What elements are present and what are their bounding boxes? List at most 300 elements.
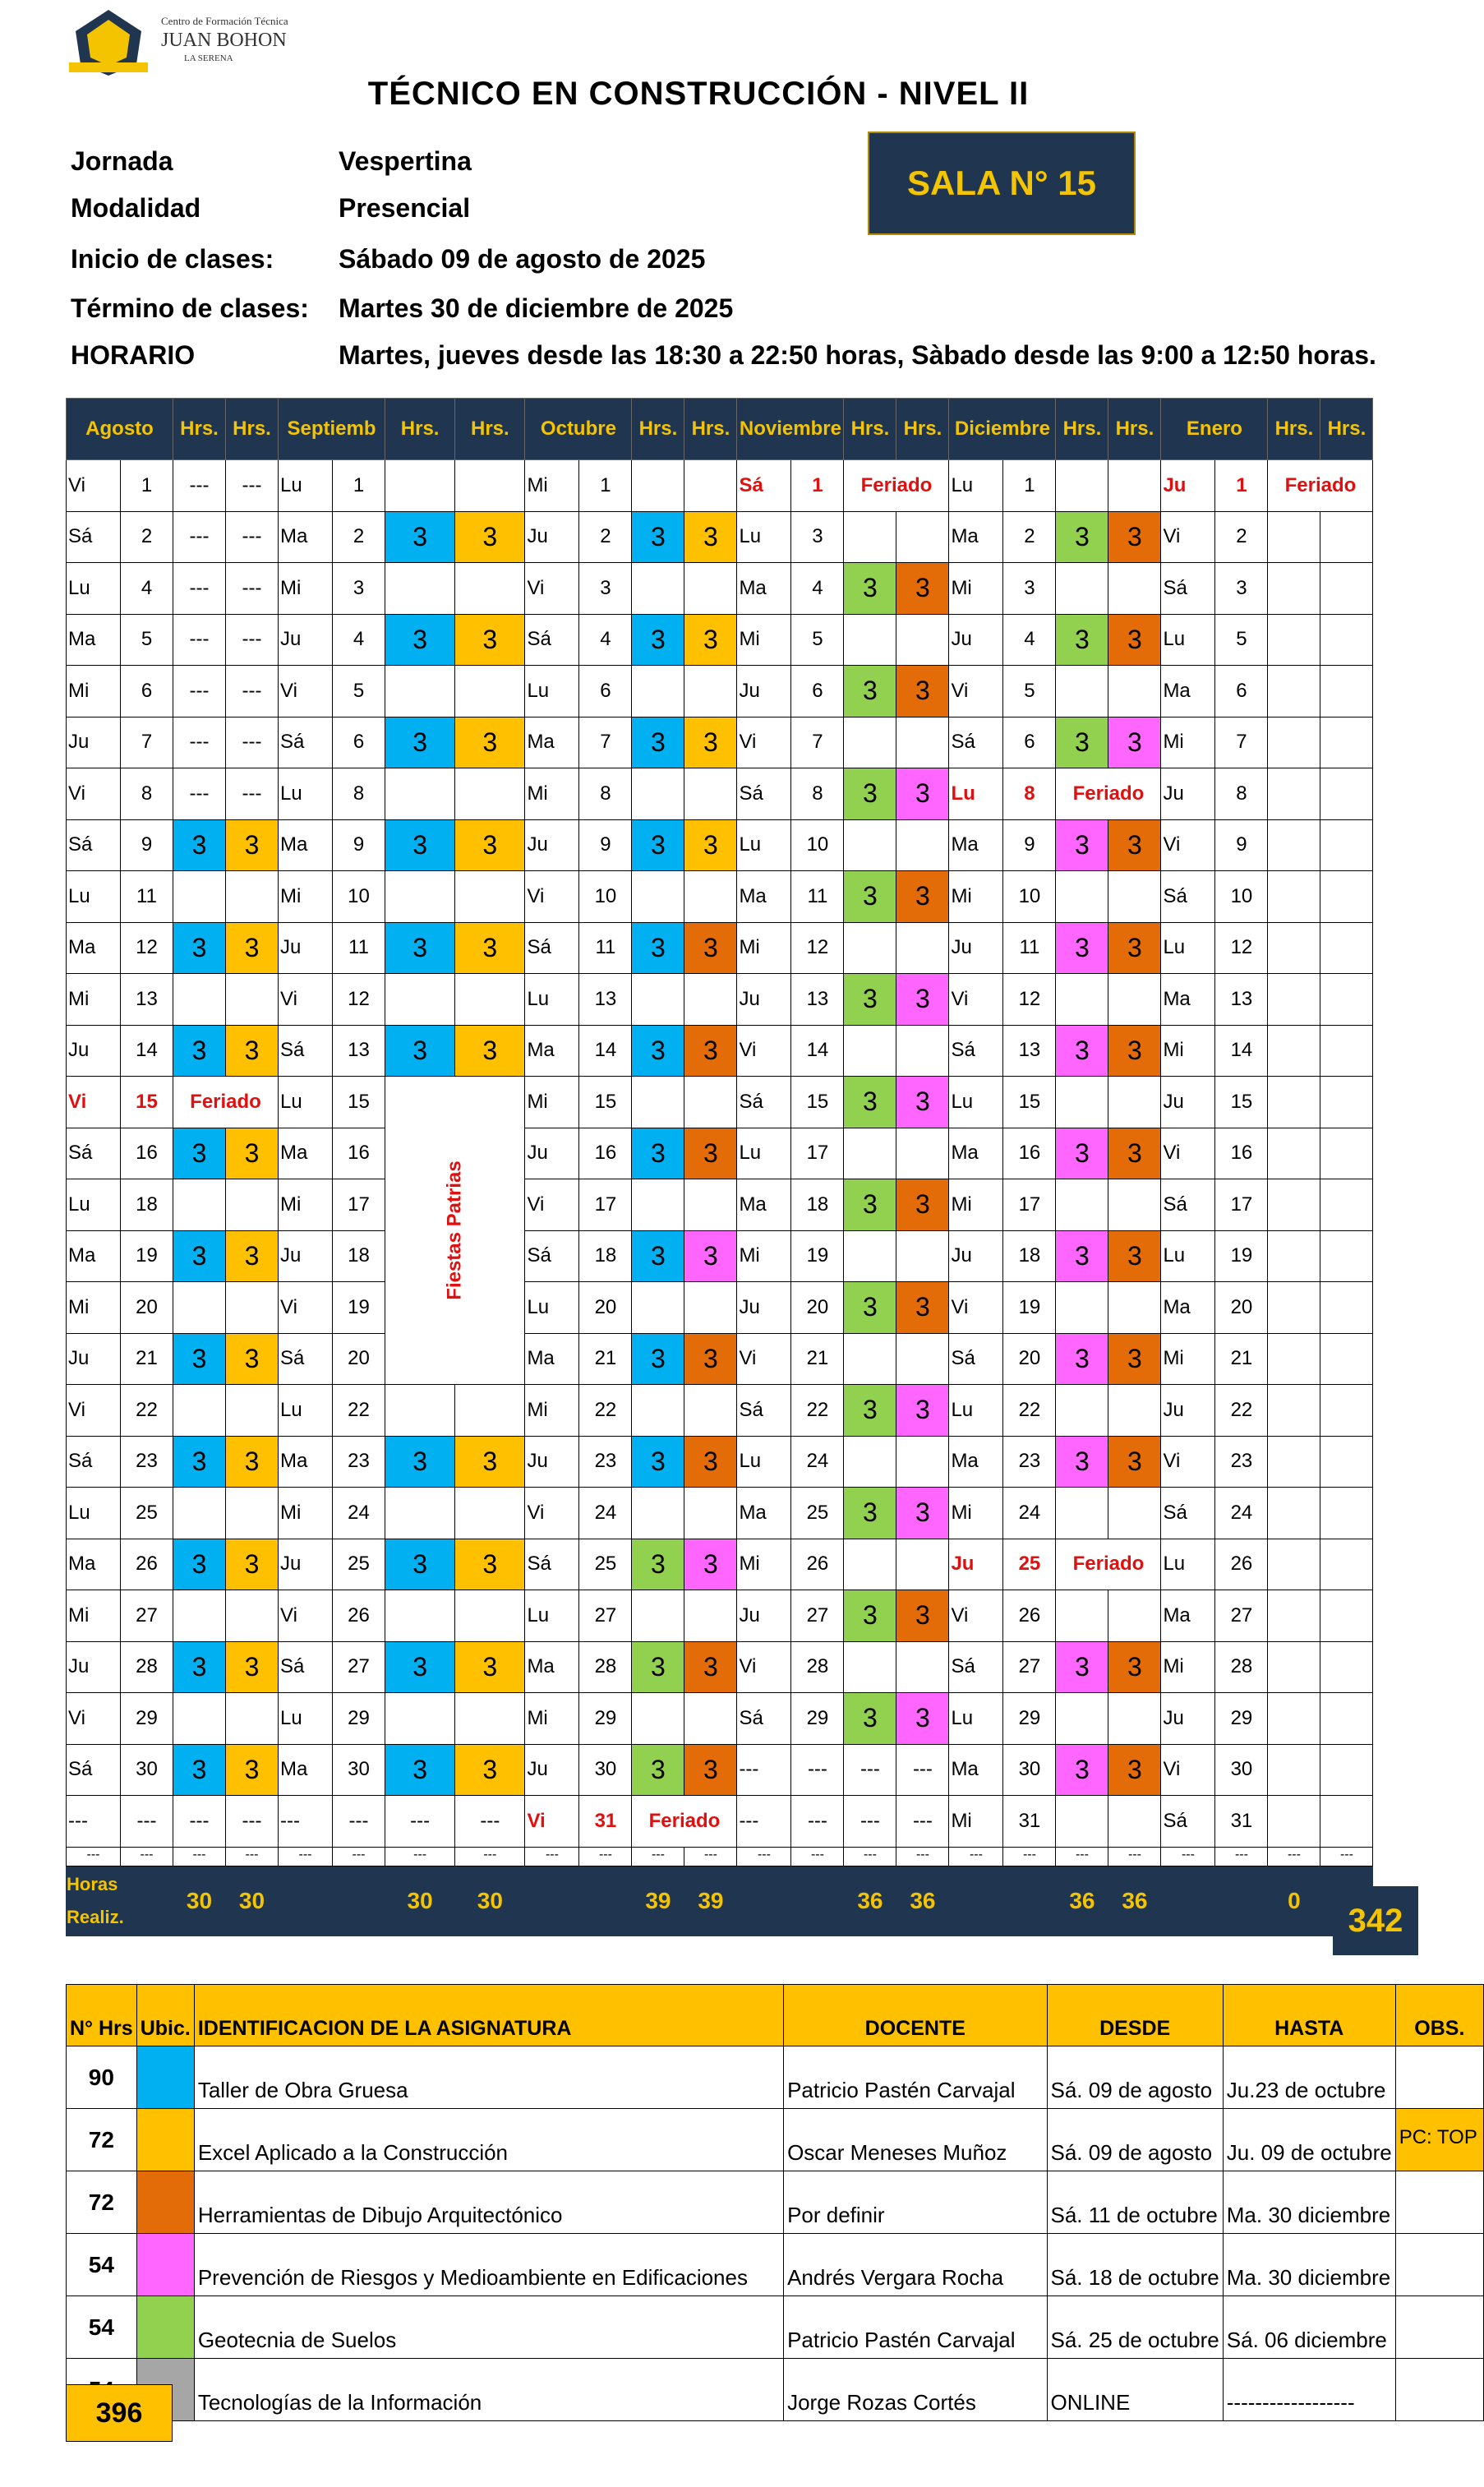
weekday-cell: Vi [1161,511,1215,563]
hours-cell [684,1179,737,1231]
hours-cell [844,819,896,871]
hours-cell: 3 [844,666,896,717]
calendar-row [67,511,1373,563]
calendar-row [67,1539,1373,1590]
hours-cell [1268,1641,1320,1693]
hours-cell: 3 [1108,1744,1161,1796]
day-number-cell: 11 [791,871,844,923]
subject-teacher: Por definir [784,2171,1047,2234]
day-number-cell: 11 [1003,922,1056,974]
day-number-cell: 7 [579,717,632,768]
weekday-cell: Ma [67,922,121,974]
day-number-cell: 20 [1003,1333,1056,1385]
hours-cell [1320,1179,1373,1231]
hours-cell: 3 [844,1385,896,1437]
day-number-cell: 8 [1003,768,1056,820]
weekday-cell: Vi [279,666,333,717]
day-number-cell: 22 [579,1385,632,1437]
hours-cell [385,1488,455,1539]
weekday-cell: Mi [525,768,579,820]
weekday-cell: Mi [949,871,1003,923]
hours-cell: 3 [896,1077,949,1128]
hours-cell: 3 [632,1744,684,1796]
weekday-cell: Ma [525,1333,579,1385]
filler-cell: --- [67,1847,121,1866]
hours-cell [1108,1488,1161,1539]
hours-cell: --- [385,1796,455,1848]
hours-total-cell: 30 [385,1866,455,1936]
subject-to: Ju.23 de octubre [1223,2046,1395,2109]
hours-cell [896,819,949,871]
day-number-cell: 2 [1215,511,1268,563]
hours-cell: 3 [684,614,737,666]
calendar-row [67,1385,1373,1437]
hours-cell: 3 [632,1025,684,1077]
hours-cell [1268,1796,1320,1848]
hours-cell: 3 [1108,1025,1161,1077]
hours-cell: --- [173,717,226,768]
termino-value: Martes 30 de diciembre de 2025 [339,293,734,323]
hours-cell [1108,460,1161,512]
hours-cell: 3 [896,1282,949,1334]
day-number-cell: 1 [791,460,844,512]
hours-cell [1320,614,1373,666]
weekday-cell: Ma [1161,1282,1215,1334]
day-number-cell: 3 [1003,563,1056,615]
subject-teacher: Oscar Meneses Muñoz [784,2109,1047,2171]
weekday-cell: Mi [525,1385,579,1437]
footer-spacer [279,1866,385,1936]
hours-cell: 3 [844,974,896,1026]
hours-cell: 3 [455,511,525,563]
day-number-cell: 14 [579,1025,632,1077]
day-number-cell: --- [121,1796,173,1848]
hours-cell [1108,1693,1161,1745]
weekday-cell: Ju [949,614,1003,666]
calendar-row [67,717,1373,768]
weekday-cell: Mi [949,1488,1003,1539]
termino-label: Término de clases: [71,293,309,323]
hours-cell: --- [173,1796,226,1848]
weekday-cell: Ju [525,819,579,871]
hours-cell: 3 [632,1641,684,1693]
weekday-cell: Mi [279,871,333,923]
weekday-cell: Ju [67,1333,121,1385]
hours-cell [1320,1590,1373,1642]
day-number-cell: 16 [1003,1128,1056,1179]
subjects-header-cell: HASTA [1223,1985,1395,2046]
hours-cell: 3 [632,614,684,666]
subject-color-swatch [136,2296,194,2359]
calendar-row [67,1025,1373,1077]
hours-total-cell: 39 [684,1866,737,1936]
jornada-value: Vespertina [339,146,472,176]
hours-cell: 3 [1108,511,1161,563]
weekday-cell: Ju [1161,460,1215,512]
day-number-cell: 2 [121,511,173,563]
hours-cell: 3 [455,1744,525,1796]
filler-cell: --- [1320,1847,1373,1866]
subject-name: Tecnologías de la Información [194,2359,783,2421]
subject-hours: 54 [67,2234,137,2296]
hours-cell: 3 [896,1179,949,1231]
filler-cell: --- [791,1847,844,1866]
day-number-cell: 28 [579,1641,632,1693]
weekday-cell: Sá [1161,563,1215,615]
day-number-cell: 12 [1003,974,1056,1026]
weekday-cell: Ju [1161,1077,1215,1128]
hours-cell [1268,666,1320,717]
weekday-cell: Ju [949,922,1003,974]
weekday-cell: Lu [737,819,791,871]
subject-teacher: Jorge Rozas Cortés [784,2359,1047,2421]
weekday-cell: Vi [949,974,1003,1026]
hours-cell [1056,1488,1108,1539]
hours-cell [896,1436,949,1488]
sala-badge: SALA N° 15 [868,132,1136,235]
hours-cell: 3 [896,871,949,923]
day-number-cell: 30 [333,1744,385,1796]
hours-cell: 3 [226,922,279,974]
weekday-cell: Mi [949,1796,1003,1848]
calendar-row [67,614,1373,666]
hours-cell [896,1025,949,1077]
weekday-cell: Mi [737,922,791,974]
filler-cell: --- [525,1847,579,1866]
weekday-cell: Sá [67,819,121,871]
hours-cell: 3 [684,717,737,768]
weekday-cell: Ma [737,1488,791,1539]
subject-color-swatch [136,2109,194,2171]
day-number-cell: 2 [1003,511,1056,563]
hours-cell: 3 [684,819,737,871]
weekday-cell: Ma [279,1128,333,1179]
hours-cell [1268,922,1320,974]
weekday-cell: Sá [949,1025,1003,1077]
weekday-cell: Sá [279,1641,333,1693]
hours-cell: --- [896,1796,949,1848]
hours-cell [1108,1385,1161,1437]
hours-cell: 3 [844,768,896,820]
day-number-cell: 15 [1003,1077,1056,1128]
subject-obs [1395,2171,1483,2234]
hours-cell [1108,1282,1161,1334]
day-number-cell: 27 [121,1590,173,1642]
hours-cell: 3 [173,1128,226,1179]
day-number-cell: 9 [1215,819,1268,871]
hours-cell [455,1693,525,1745]
hours-cell [632,1693,684,1745]
day-number-cell: 15 [579,1077,632,1128]
hours-cell [1268,1077,1320,1128]
hours-cell [632,1282,684,1334]
weekday-cell: Ma [279,819,333,871]
subject-hours: 90 [67,2046,137,2109]
day-number-cell: 10 [791,819,844,871]
month-header: Agosto [67,399,173,460]
weekday-cell: Mi [737,1230,791,1282]
holiday-cell: Feriado [632,1796,737,1848]
weekday-cell: Sá [525,1539,579,1590]
day-number-cell: 12 [791,922,844,974]
day-number-cell: 12 [333,974,385,1026]
weekday-cell: Lu [525,1282,579,1334]
hours-cell: 3 [632,819,684,871]
day-number-cell: 23 [579,1436,632,1488]
day-number-cell: 15 [1215,1077,1268,1128]
hours-label: Horas [67,1873,118,1894]
day-number-cell: 18 [791,1179,844,1231]
hours-cell: 3 [896,1385,949,1437]
weekday-cell: Ma [949,511,1003,563]
day-number-cell: 31 [579,1796,632,1848]
logo-line1: Centro de Formación Técnica [161,15,288,27]
hours-cell: 3 [455,1436,525,1488]
hours-cell [455,871,525,923]
day-number-cell: 24 [791,1436,844,1488]
hours-cell: 3 [844,1179,896,1231]
hours-cell [632,1077,684,1128]
hours-cell [226,1385,279,1437]
hours-cell [226,974,279,1026]
hours-cell [226,1488,279,1539]
hours-cell [1268,1128,1320,1179]
weekday-cell: Lu [279,1693,333,1745]
hours-cell [1320,1641,1373,1693]
hours-cell: 3 [173,922,226,974]
hours-cell: 3 [684,1025,737,1077]
weekday-cell: Ju [525,511,579,563]
subject-to: Ma. 30 diciembre [1223,2234,1395,2296]
day-number-cell: 16 [579,1128,632,1179]
day-number-cell: 26 [791,1539,844,1590]
weekday-cell: Mi [67,1590,121,1642]
calendar-row [67,666,1373,717]
weekday-cell: Vi [279,974,333,1026]
weekday-cell: Sá [279,717,333,768]
hours-cell: 3 [844,1282,896,1334]
month-header: Septiemb [279,399,385,460]
weekday-cell: Mi [949,1179,1003,1231]
footer-spacer [737,1866,844,1936]
subject-color-swatch [136,2171,194,2234]
hours-cell: 3 [684,1744,737,1796]
hours-cell [1268,511,1320,563]
hours-cell [632,666,684,717]
day-number-cell: 5 [791,614,844,666]
hrs-header: Hrs. [1108,399,1161,460]
hours-cell [1320,666,1373,717]
weekday-cell: Ju [737,1590,791,1642]
weekday-cell: Sá [525,922,579,974]
hours-cell [455,1488,525,1539]
hours-cell: 3 [173,1025,226,1077]
calendar-row [67,563,1373,615]
day-number-cell: 25 [579,1539,632,1590]
hrs-header: Hrs. [844,399,896,460]
day-number-cell: 28 [121,1641,173,1693]
filler-cell: --- [385,1847,455,1866]
hours-cell [684,666,737,717]
hours-cell [385,1590,455,1642]
weekday-cell: Sá [67,1744,121,1796]
hours-cell: --- [226,768,279,820]
institution-logo [69,7,307,77]
subject-row [67,2234,1484,2296]
hours-total-cell: 0 [1268,1866,1320,1936]
hours-cell: 3 [1108,1436,1161,1488]
hours-cell: 3 [896,1488,949,1539]
hours-cell: --- [455,1796,525,1848]
hours-cell [1056,1179,1108,1231]
subject-to: Ma. 30 diciembre [1223,2171,1395,2234]
hours-cell: 3 [1108,1230,1161,1282]
logo-line2: JUAN BOHON [161,30,287,51]
hours-cell [1108,1077,1161,1128]
hours-cell: 3 [1108,717,1161,768]
subjects-header-cell: OBS. [1395,1985,1483,2046]
hours-cell [1320,1693,1373,1745]
hours-cell: 3 [896,1693,949,1745]
subject-from: Sá. 18 de octubre [1047,2234,1223,2296]
weekday-cell: Lu [949,1693,1003,1745]
calendar-row [67,1641,1373,1693]
weekday-cell: Lu [279,1077,333,1128]
hours-cell [173,1282,226,1334]
day-number-cell: 17 [1003,1179,1056,1231]
day-number-cell: 21 [791,1333,844,1385]
weekday-cell: Vi [737,1641,791,1693]
weekday-cell: Ma [279,511,333,563]
hours-cell [1056,666,1108,717]
day-number-cell: 4 [1003,614,1056,666]
modalidad-label: Modalidad [71,193,201,223]
hours-cell: 3 [844,1488,896,1539]
filler-cell: --- [1108,1847,1161,1866]
hours-cell: 3 [844,1693,896,1745]
hours-cell: 3 [385,1025,455,1077]
weekday-cell: Ju [949,1230,1003,1282]
hours-cell [844,922,896,974]
subject-from: Sá. 09 de agosto [1047,2109,1223,2171]
day-number-cell: 15 [791,1077,844,1128]
subjects-header-cell: DOCENTE [784,1985,1047,2046]
calendar-row [67,1282,1373,1334]
day-number-cell: 30 [1215,1744,1268,1796]
hours-done-label [67,1866,173,1936]
hours-cell [385,871,455,923]
day-number-cell: 30 [121,1744,173,1796]
day-number-cell: 27 [1215,1590,1268,1642]
weekday-cell: Lu [67,871,121,923]
day-number-cell: 25 [1003,1539,1056,1590]
weekday-cell: Ju [279,1230,333,1282]
weekday-cell: Lu [279,460,333,512]
hours-cell [1268,974,1320,1026]
weekday-cell: Vi [949,666,1003,717]
weekday-cell: Ma [67,1539,121,1590]
hours-cell [1320,1025,1373,1077]
hours-cell [1056,1385,1108,1437]
day-number-cell: --- [791,1744,844,1796]
weekday-cell: Ma [1161,974,1215,1026]
hrs-header: Hrs. [684,399,737,460]
hours-cell [684,871,737,923]
day-number-cell: 30 [1003,1744,1056,1796]
weekday-cell: Ju [67,1641,121,1693]
day-number-cell: 30 [579,1744,632,1796]
weekday-cell: Ju [525,1436,579,1488]
weekday-cell: Mi [279,1179,333,1231]
filler-cell: --- [455,1847,525,1866]
hours-total-cell: 36 [844,1866,896,1936]
weekday-cell: Vi [1161,1128,1215,1179]
hours-cell: --- [173,666,226,717]
footer-spacer [525,1866,632,1936]
filler-cell: --- [844,1847,896,1866]
hours-cell [632,460,684,512]
weekday-cell: Ma [1161,1590,1215,1642]
subject-from: Sá. 25 de octubre [1047,2296,1223,2359]
hours-cell [632,1488,684,1539]
weekday-cell: Lu [737,1436,791,1488]
weekday-cell: Lu [949,1077,1003,1128]
weekday-cell: Ju [279,1539,333,1590]
day-number-cell: 14 [1215,1025,1268,1077]
hours-cell [844,1128,896,1179]
subject-row [67,2359,1484,2421]
day-number-cell: 26 [333,1590,385,1642]
hours-cell [1320,871,1373,923]
hours-cell [684,563,737,615]
holiday-cell: Feriado [1268,460,1373,512]
day-number-cell: 14 [121,1025,173,1077]
day-number-cell: 20 [791,1282,844,1334]
calendar-row [67,768,1373,820]
hours-cell [684,1385,737,1437]
weekday-cell: Sá [67,1128,121,1179]
filler-cell: --- [896,1847,949,1866]
hours-cell: 3 [1056,511,1108,563]
weekday-cell: Ma [525,1641,579,1693]
hours-cell [1320,1385,1373,1437]
day-number-cell: 10 [1003,871,1056,923]
day-number-cell: 6 [121,666,173,717]
hours-cell [1320,717,1373,768]
day-number-cell: 5 [121,614,173,666]
day-number-cell: 11 [333,922,385,974]
jornada-label: Jornada [71,146,173,176]
hours-cell: 3 [1056,1744,1108,1796]
horario-value: Martes, jueves desde las 18:30 a 22:50 horas, Sàbado desde las 9:00 a 12:50 horas. [339,340,1376,370]
hours-cell [385,460,455,512]
weekday-cell: Sá [1161,1796,1215,1848]
hours-cell [1268,1744,1320,1796]
day-number-cell: 21 [121,1333,173,1385]
hours-cell [1320,1230,1373,1282]
hours-cell [173,1590,226,1642]
weekday-cell: Sá [1161,1179,1215,1231]
hours-cell: 3 [684,1230,737,1282]
hours-cell: 3 [684,922,737,974]
subject-obs [1395,2296,1483,2359]
day-number-cell: 7 [1215,717,1268,768]
day-number-cell: 18 [1003,1230,1056,1282]
hours-cell: 3 [226,1744,279,1796]
hours-cell [1268,1436,1320,1488]
day-number-cell: 1 [121,460,173,512]
day-number-cell: 5 [1215,614,1268,666]
